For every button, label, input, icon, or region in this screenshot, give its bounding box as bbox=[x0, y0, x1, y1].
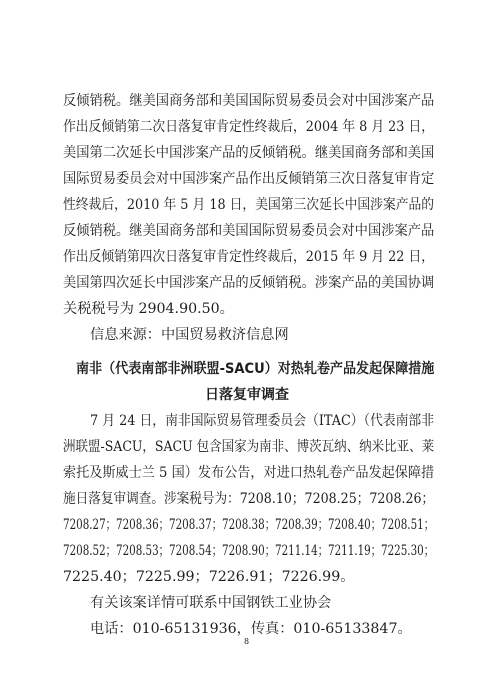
paragraph-line: 性终裁后，2010 年 5 月 18 日，美国第三次延长中国涉案产品的 bbox=[63, 197, 435, 213]
paragraph-line: 7208.27；7208.36；7208.37；7208.38；7208.39；7208.40；7208.51； bbox=[63, 517, 435, 533]
paragraph-line: 7 月 24 日，南非国际贸易管理委员会（ITAC）（代表南部非 bbox=[90, 413, 435, 429]
contact-note: 有关该案详情可联系中国钢铁工业协会 bbox=[90, 595, 332, 611]
paragraph-line: 施日落复审调查。涉案税号为：7208.10；7208.25；7208.26； bbox=[63, 491, 435, 507]
section-title-continued: 日落复审调查 bbox=[205, 387, 289, 403]
paragraph-line: 反倾销税。继美国商务部和美国国际贸易委员会对中国涉案产品 bbox=[63, 93, 435, 109]
section-title: 南非（代表南部非洲联盟-SACU）对热轧卷产品发起保障措施 bbox=[76, 361, 435, 377]
paragraph-line: 美国第四次延长中国涉案产品的反倾销税。涉案产品的美国协调 bbox=[63, 275, 435, 291]
paragraph-line: 反倾销税。继美国商务部和美国国际贸易委员会对中国涉案产品 bbox=[63, 223, 435, 239]
paragraph-line: 作出反倾销第二次日落复审肯定性终裁后，2004 年 8 月 23 日， bbox=[63, 119, 435, 135]
paragraph-line: 作出反倾销第四次日落复审肯定性终裁后，2015 年 9 月 22 日， bbox=[63, 249, 435, 265]
paragraph-line: 索托及斯威士兰 5 国）发布公告，对进口热轧卷产品发起保障措 bbox=[63, 465, 435, 481]
paragraph-line: 7225.40；7225.99；7226.91；7226.99。 bbox=[63, 569, 355, 585]
contact-phone: 电话：010-65131936，传真：010-65133847。 bbox=[90, 621, 412, 637]
paragraph-line: 美国第二次延长中国涉案产品的反倾销税。继美国商务部和美国 bbox=[63, 145, 435, 161]
source-note: 信息来源：中国贸易救济信息网 bbox=[90, 327, 289, 343]
paragraph-line: 关税税号为 2904.90.50。 bbox=[63, 301, 234, 317]
paragraph-line: 洲联盟-SACU，SACU 包含国家为南非、博茨瓦纳、纳米比亚、莱 bbox=[63, 439, 435, 455]
paragraph-line: 7208.52；7208.53；7208.54；7208.90；7211.14；7211.19；7225.30； bbox=[63, 543, 435, 559]
paragraph-line: 国际贸易委员会对中国涉案产品作出反倾销第三次日落复审肯定 bbox=[63, 171, 435, 187]
page-number: 8 bbox=[244, 637, 250, 646]
